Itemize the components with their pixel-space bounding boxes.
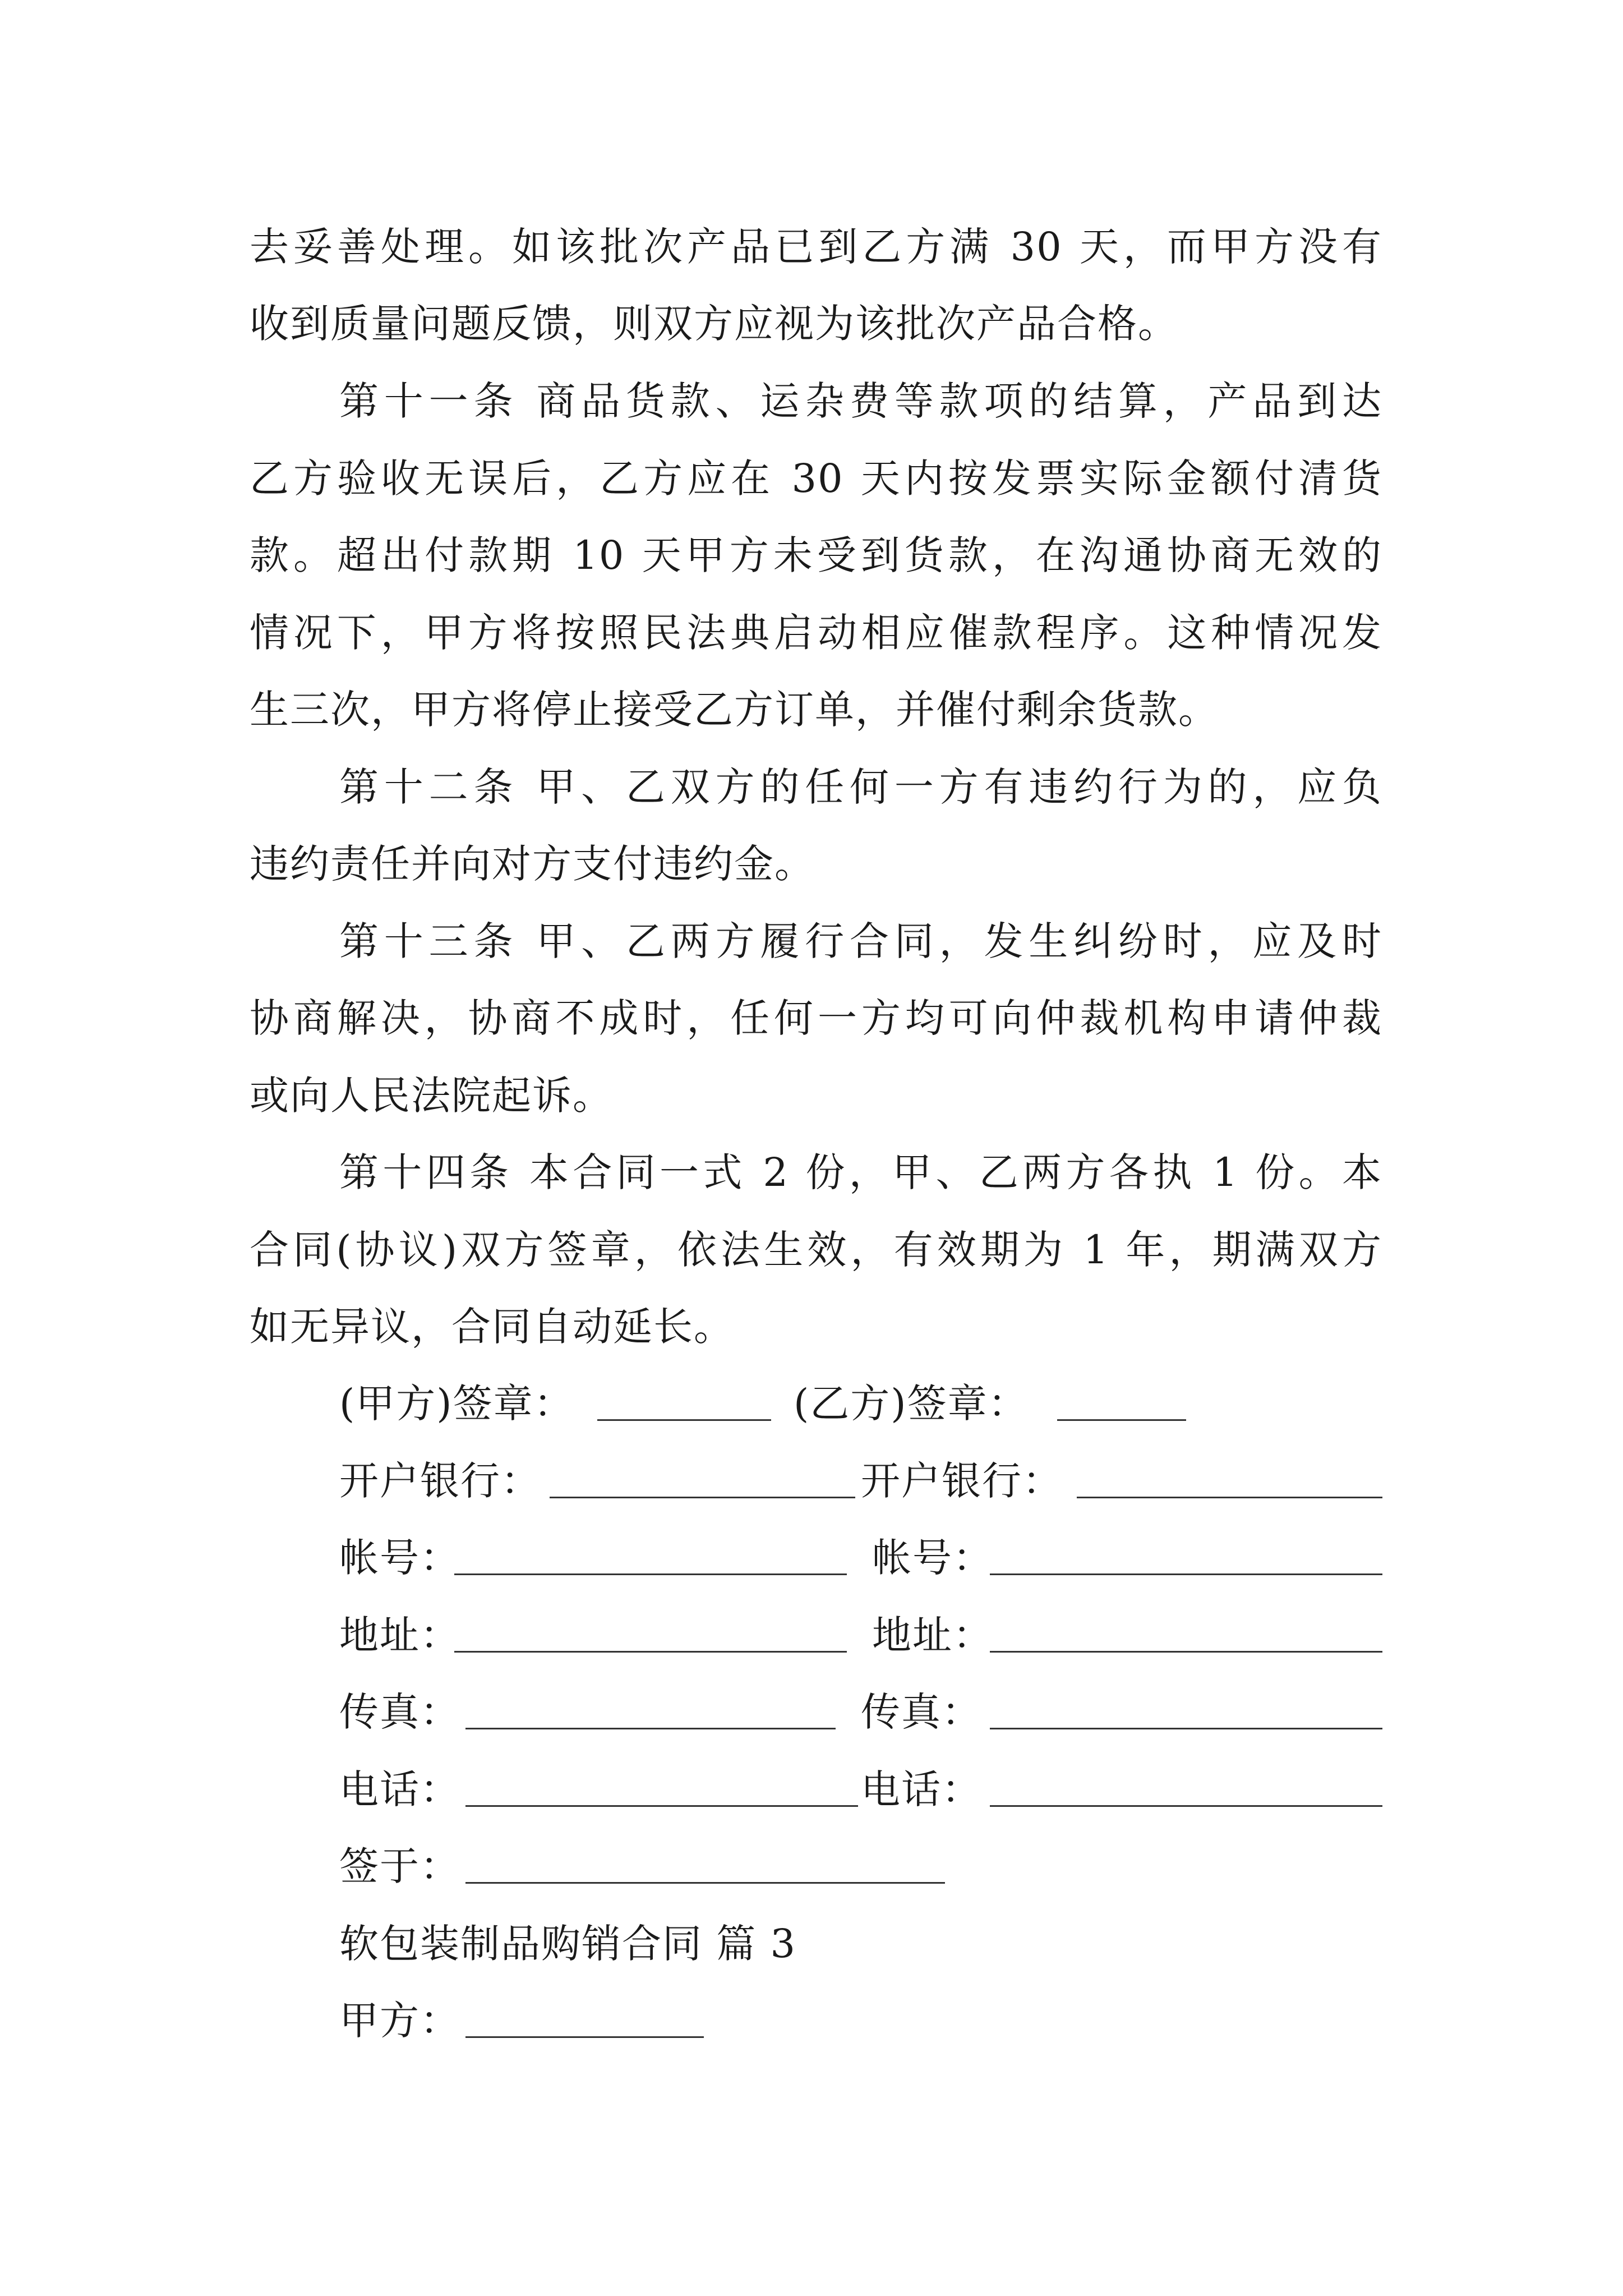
account-a-blank[interactable] <box>454 1573 847 1575</box>
bank-a-label: 开户银行： <box>339 1458 541 1504</box>
signed-at-row <box>339 1838 1382 1894</box>
phone-a-label: 电话： <box>339 1766 460 1812</box>
fax-a-blank[interactable] <box>465 1728 836 1729</box>
fax-b-blank[interactable] <box>990 1728 1382 1729</box>
address-a-label: 地址： <box>339 1612 460 1658</box>
account-a-label: 帐号： <box>339 1535 460 1581</box>
paragraph-line: 协商解决，协商不成时，任何一方均可向仲裁机构申请仲裁 <box>250 995 1382 1041</box>
fax-b-label: 传真： <box>861 1689 982 1735</box>
account-b-blank[interactable] <box>990 1573 1382 1575</box>
bank-a-blank[interactable] <box>550 1497 855 1498</box>
phone-b-blank[interactable] <box>990 1805 1382 1807</box>
paragraph-line: 收到质量问题反馈，则双方应视为该批次产品合格。 <box>250 301 1178 347</box>
paragraph-line: 乙方验收无误后，乙方应在 30 天内按发票实际金额付清货 <box>250 455 1382 501</box>
paragraph-line: 生三次，甲方将停止接受乙方订单，并催付剩余货款。 <box>250 687 1219 733</box>
signed-at-label: 签于： <box>339 1843 460 1889</box>
party-a-blank[interactable] <box>465 2036 704 2038</box>
article-11-heading-line: 第十一条 商品货款、运杂费等款项的结算，产品到达 <box>339 378 1382 424</box>
phone-b-label: 电话： <box>861 1766 982 1812</box>
address-a-blank[interactable] <box>454 1651 847 1653</box>
party-a-seal-label: (甲方)签章： <box>339 1381 574 1427</box>
article-13-heading-line: 第十三条 甲、乙两方履行合同，发生纠纷时，应及时 <box>339 918 1382 964</box>
party-a-label: 甲方： <box>339 1998 460 2044</box>
signed-at-blank[interactable] <box>465 1882 945 1884</box>
paragraph-line: 违约责任并向对方支付违约金。 <box>250 841 815 887</box>
party-a-seal-blank[interactable] <box>597 1419 771 1421</box>
seal-row <box>339 1375 1382 1432</box>
article-14-heading-line: 第十四条 本合同一式 2 份，甲、乙两方各执 1 份。本 <box>339 1149 1382 1195</box>
party-a-row <box>339 1993 1382 2049</box>
bank-b-label: 开户银行： <box>861 1458 1063 1504</box>
article-12-heading-line: 第十二条 甲、乙双方的任何一方有违约行为的，应负 <box>339 764 1382 810</box>
paragraph-line: 情况下，甲方将按照民法典启动相应催款程序。这种情况发 <box>250 610 1382 656</box>
paragraph-line: 或向人民法院起诉。 <box>250 1073 613 1119</box>
bank-b-blank[interactable] <box>1077 1497 1382 1498</box>
bank-row <box>339 1453 1382 1509</box>
party-b-seal-label: (乙方)签章： <box>794 1381 1029 1427</box>
phone-row <box>339 1761 1382 1818</box>
party-b-seal-blank[interactable] <box>1057 1419 1186 1421</box>
account-row <box>339 1530 1382 1586</box>
address-b-blank[interactable] <box>990 1651 1382 1653</box>
fax-row <box>339 1684 1382 1740</box>
phone-a-blank[interactable] <box>465 1805 858 1807</box>
paragraph-line: 合同(协议)双方签章，依法生效，有效期为 1 年，期满双方 <box>250 1227 1382 1273</box>
paragraph-line: 如无异议，合同自动延长。 <box>250 1304 734 1350</box>
paragraph-line: 款。超出付款期 10 天甲方未受到货款，在沟通协商无效的 <box>250 532 1382 578</box>
section-title: 软包装制品购销合同 篇 3 <box>339 1921 797 1967</box>
address-b-label: 地址： <box>872 1612 993 1658</box>
paragraph-line: 去妥善处理。如该批次产品已到乙方满 30 天，而甲方没有 <box>250 224 1382 270</box>
address-row <box>339 1607 1382 1663</box>
fax-a-label: 传真： <box>339 1689 460 1735</box>
account-b-label: 帐号： <box>872 1535 993 1581</box>
